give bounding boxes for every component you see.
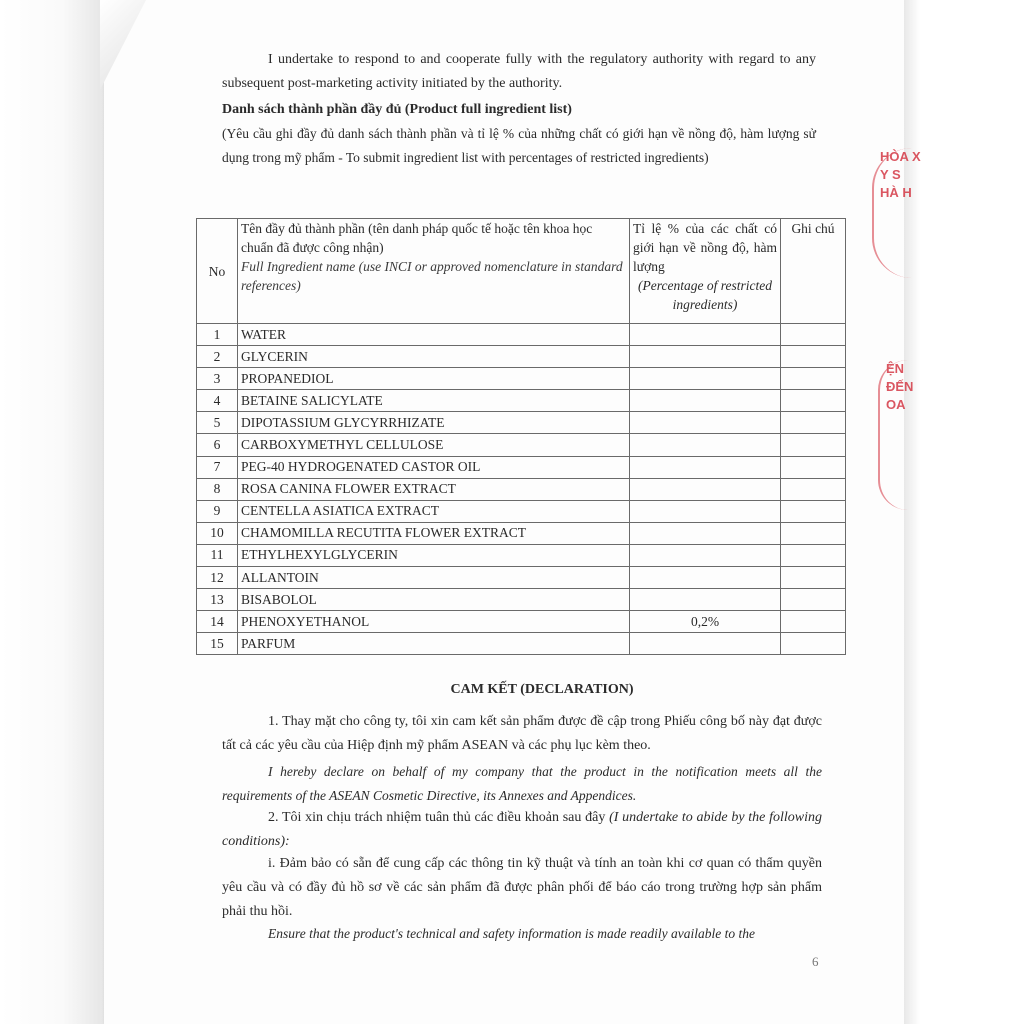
row-ingredient-name: ROSA CANINA FLOWER EXTRACT (238, 478, 630, 500)
row-note (781, 324, 846, 346)
row-no: 11 (197, 544, 238, 566)
row-ingredient-name: GLYCERIN (238, 346, 630, 368)
row-ingredient-name: CHAMOMILLA RECUTITA FLOWER EXTRACT (238, 522, 630, 544)
table-row (197, 346, 846, 368)
row-percentage (630, 346, 781, 368)
ingredient-list-heading: Danh sách thành phần đầy đủ (Product full ingredient list) (222, 102, 572, 117)
row-ingredient-name: PARFUM (238, 633, 630, 655)
row-percentage (630, 390, 781, 412)
red-seal-stamp-top: HÒA X Y S HÀ H (872, 148, 934, 278)
header-name-vi: Tên đầy đủ thành phần (tên danh pháp quốc tế hoặc tên khoa học chuẩn đã được công nhận) (241, 221, 593, 255)
row-percentage (630, 324, 781, 346)
table-row (197, 456, 846, 478)
row-percentage (630, 456, 781, 478)
declaration-p2-en: (I undertake to abide by the following conditions): (222, 810, 823, 849)
row-no: 6 (197, 434, 238, 456)
row-note (781, 567, 846, 589)
table-row (197, 522, 846, 544)
row-ingredient-name: ETHYLHEXYLGLYCERIN (238, 544, 630, 566)
ingredient-list-note: (Yêu cầu ghi đầy đủ danh sách thành phần và tỉ lệ % của những chất có giới hạn về nồng độ, hàm lượng sử dụng trong mỹ phẩm - To submit ingredient list with percentages of restricted ingredients) (222, 126, 816, 165)
row-ingredient-name: CARBOXYMETHYL CELLULOSE (238, 434, 630, 456)
row-percentage (630, 544, 781, 566)
row-no: 14 (197, 611, 238, 633)
row-note (781, 633, 846, 655)
table-header-row (197, 219, 846, 324)
row-note (781, 478, 846, 500)
row-note (781, 522, 846, 544)
row-note (781, 589, 846, 611)
row-note (781, 390, 846, 412)
table-row (197, 589, 846, 611)
row-note (781, 456, 846, 478)
row-percentage (630, 368, 781, 390)
row-note (781, 434, 846, 456)
row-percentage (630, 633, 781, 655)
row-ingredient-name: ALLANTOIN (238, 567, 630, 589)
row-no: 5 (197, 412, 238, 434)
table-row (197, 500, 846, 522)
row-note (781, 412, 846, 434)
row-ingredient-name: PROPANEDIOL (238, 368, 630, 390)
header-no: No (197, 219, 238, 324)
row-no: 1 (197, 324, 238, 346)
header-name-en: Full Ingredient name (use INCI or approved nomenclature in standard references) (241, 259, 623, 293)
row-note (781, 500, 846, 522)
row-note (781, 544, 846, 566)
table-row (197, 390, 846, 412)
row-no: 10 (197, 522, 238, 544)
declaration-p2 (222, 806, 822, 854)
declaration-title: CAM KẾT (DECLARATION) (450, 682, 634, 697)
table-row (197, 633, 846, 655)
header-percentage (630, 219, 781, 324)
row-percentage (630, 500, 781, 522)
declaration-item-i-en: Ensure that the product's technical and safety information is made readily available to the (268, 926, 755, 941)
row-no: 9 (197, 500, 238, 522)
row-no: 3 (197, 368, 238, 390)
row-no: 7 (197, 456, 238, 478)
ingredient-rows (197, 324, 846, 655)
row-no: 8 (197, 478, 238, 500)
row-percentage (630, 589, 781, 611)
row-note (781, 368, 846, 390)
row-percentage (630, 434, 781, 456)
row-ingredient-name: DIPOTASSIUM GLYCYRRHIZATE (238, 412, 630, 434)
row-percentage (630, 522, 781, 544)
row-percentage: 0,2% (630, 611, 781, 633)
row-no: 15 (197, 633, 238, 655)
ingredient-table (196, 218, 846, 655)
declaration-p1-vi: 1. Thay mặt cho công ty, tôi xin cam kết sản phẩm được đề cập trong Phiếu công bố này đạt được tất cả các yêu cầu của Hiệp định mỹ phẩm ASEAN và các phụ lục kèm theo. (222, 714, 822, 753)
table-row (197, 544, 846, 566)
page-number: 6 (812, 954, 819, 969)
table-row (197, 478, 846, 500)
row-ingredient-name: PEG-40 HYDROGENATED CASTOR OIL (238, 456, 630, 478)
row-no: 13 (197, 589, 238, 611)
row-note (781, 611, 846, 633)
table-row (197, 324, 846, 346)
table-row (197, 368, 846, 390)
row-ingredient-name: PHENOXYETHANOL (238, 611, 630, 633)
row-no: 2 (197, 346, 238, 368)
row-no: 12 (197, 567, 238, 589)
scan-left-margin (0, 0, 104, 1024)
declaration-item-i-vi: i. Đảm bảo có sẵn để cung cấp các thông tin kỹ thuật và tính an toàn khi cơ quan có thẩm quyền yêu cầu và có đầy đủ hồ sơ về các sản phẩm đã được phân phối để báo cáo trong trường hợp sản phẩm phải thu hồi. (222, 856, 822, 919)
row-percentage (630, 478, 781, 500)
header-pct-en: (Percentage of restricted ingredients) (638, 278, 772, 312)
red-seal-stamp-middle: ỆN ĐẾN OA (878, 360, 930, 510)
row-note (781, 346, 846, 368)
undertake-paragraph: I undertake to respond to and cooperate fully with the regulatory authority with regard to any subsequent post-marketing activity initiated by the authority. (222, 52, 816, 91)
row-percentage (630, 412, 781, 434)
table-row (197, 567, 846, 589)
declaration-p1-en: I hereby declare on behalf of my company that the product in the notification meets all the requirements of the ASEAN Cosmetic Directive, its Annexes and Appendices. (222, 764, 822, 803)
row-ingredient-name: WATER (238, 324, 630, 346)
header-pct-vi: Tỉ lệ % của các chất có giới hạn về nồng độ, hàm lượng (633, 221, 777, 274)
row-ingredient-name: BETAINE SALICYLATE (238, 390, 630, 412)
header-ingredient-name (238, 219, 630, 324)
table-row (197, 611, 846, 633)
row-percentage (630, 567, 781, 589)
declaration-p2-vi: 2. Tôi xin chịu trách nhiệm tuân thủ các điều khoản sau đây (268, 810, 606, 825)
row-no: 4 (197, 390, 238, 412)
scan-right-margin (920, 0, 1024, 1024)
table-row (197, 434, 846, 456)
row-ingredient-name: CENTELLA ASIATICA EXTRACT (238, 500, 630, 522)
header-note: Ghi chú (781, 219, 846, 324)
table-row (197, 412, 846, 434)
row-ingredient-name: BISABOLOL (238, 589, 630, 611)
